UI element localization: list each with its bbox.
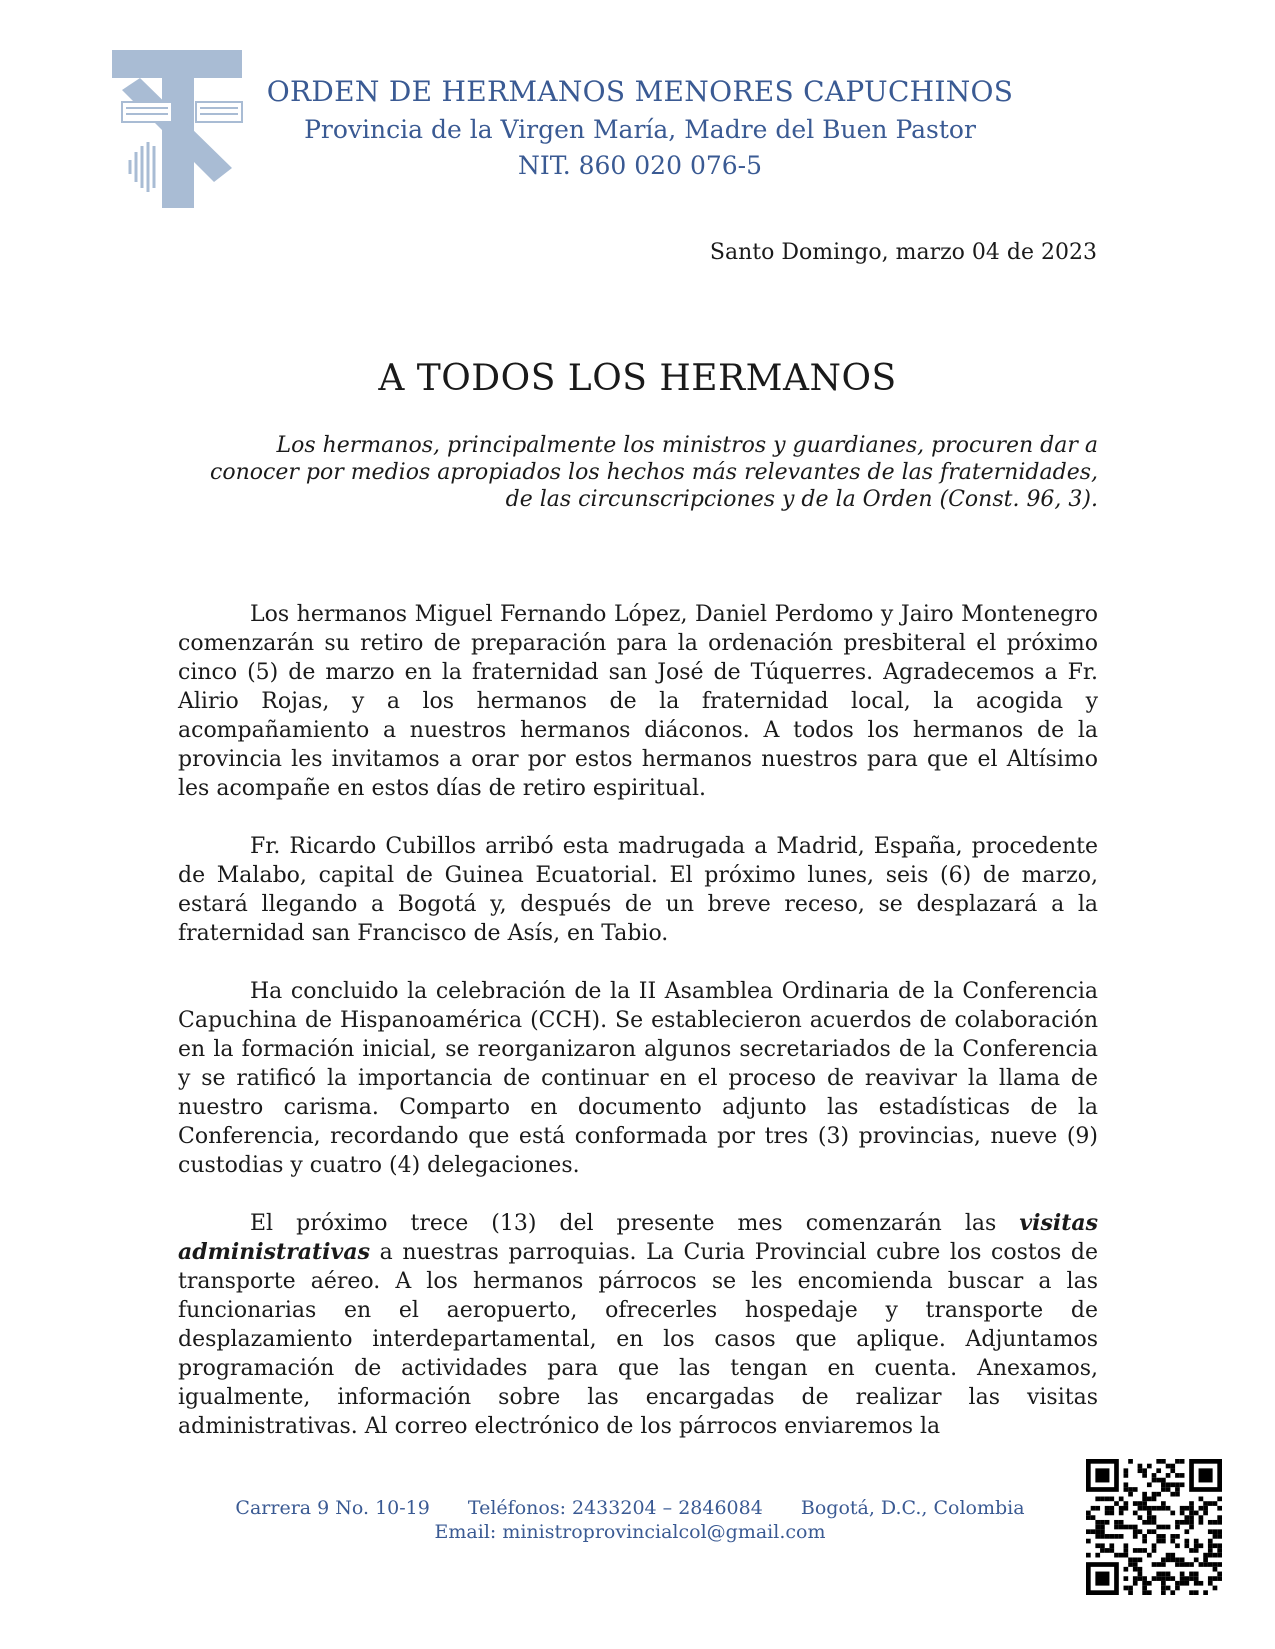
footer-address: Carrera 9 No. 10-19 — [235, 1497, 430, 1519]
letterhead — [250, 72, 1030, 184]
paragraph-text: a nuestras parroquias. La Curia Provincial cubre los costos de transporte aéreo. A los hermanos párrocos se les encomienda buscar a las funcionarias en el aeropuerto, ofrecerles hospedaje y transporte de desplazamiento interdepartamental, en los casos que aplique. Adjuntamos programación de actividades para que las tengan en cuenta. Anexamos, igualmente, información sobre las encargadas de realizar las visitas administrativas. Al correo electrónico de los párrocos enviaremos la — [178, 1240, 1098, 1439]
paragraph-text: El próximo trece (13) del presente mes comenzarán las — [250, 1211, 1020, 1236]
letter-date: Santo Domingo, marzo 04 de 2023 — [709, 240, 1097, 265]
body-paragraph: Ha concluido la celebración de la II Asamblea Ordinaria de la Conferencia Capuchina de Hispanoamérica (CCH). Se establecieron acuerdos de colaboración en la formación inicial, se reorganizaron algunos secretariados de la Conferencia y se ratificó la importancia de continuar en el proceso de reavivar la llama de nuestro carisma. Comparto en documento adjunto las estadísticas de la Conferencia, recordando que está conformada por tres (3) provincias, nueve (9) custodias y cuatro (4) delegaciones. — [178, 979, 1098, 1178]
nit-number: NIT. 860 020 076-5 — [517, 151, 763, 180]
emphasized-text: visitas administrativas — [178, 1210, 1098, 1265]
qr-code-icon — [1086, 1459, 1222, 1595]
capuchin-tau-cross-logo-icon — [112, 50, 252, 208]
body-paragraph: Fr. Ricardo Cubillos arribó esta madrugada a Madrid, España, procedente de Malabo, capital de Guinea Ecuatorial. El próximo lunes, seis (6) de marzo, estará llegando a Bogotá y, después de un breve receso, se desplazará a la fraternidad san Francisco de Asís, en Tabio. — [178, 834, 1098, 946]
body-paragraph — [178, 1209, 1098, 1441]
epigraph-line: Los hermanos, principalmente los ministros y guardianes, procuren dar a — [276, 433, 1098, 458]
footer-email: Email: ministroprovincialcol@gmail.com — [434, 1521, 826, 1543]
letter-body — [178, 600, 1098, 1441]
epigraph-line: conocer por medios apropiados los hechos más relevantes de las fraternidades, — [210, 460, 1098, 485]
epigraph-quote — [178, 432, 1098, 513]
body-paragraph: Los hermanos Miguel Fernando López, Daniel Perdomo y Jairo Montenegro comenzarán su retiro de preparación para la ordenación presbiteral el próximo cinco (5) de marzo en la fraternidad san José de Túquerres. Agradecemos a Fr. Alirio Rojas, y a los hermanos de la fraternidad local, la acogida y acompañamiento a nuestros hermanos diáconos. A todos los hermanos de la provincia les invitamos a orar por estos hermanos nuestros para que el Altísimo les acompañe en estos días de retiro espiritual. — [178, 602, 1098, 801]
footer-city: Bogotá, D.C., Colombia — [800, 1497, 1025, 1519]
footer-contact — [200, 1496, 1060, 1544]
province-name: Provincia de la Virgen María, Madre del Buen Pastor — [304, 115, 976, 144]
epigraph-line: de las circunscripciones y de la Orden (Const. 96, 3). — [505, 487, 1098, 512]
footer-phones: Teléfonos: 2433204 – 2846084 — [467, 1497, 763, 1519]
organization-name: ORDEN DE HERMANOS MENORES CAPUCHINOS — [266, 75, 1014, 108]
letter-title: A TODOS LOS HERMANOS — [378, 358, 897, 399]
